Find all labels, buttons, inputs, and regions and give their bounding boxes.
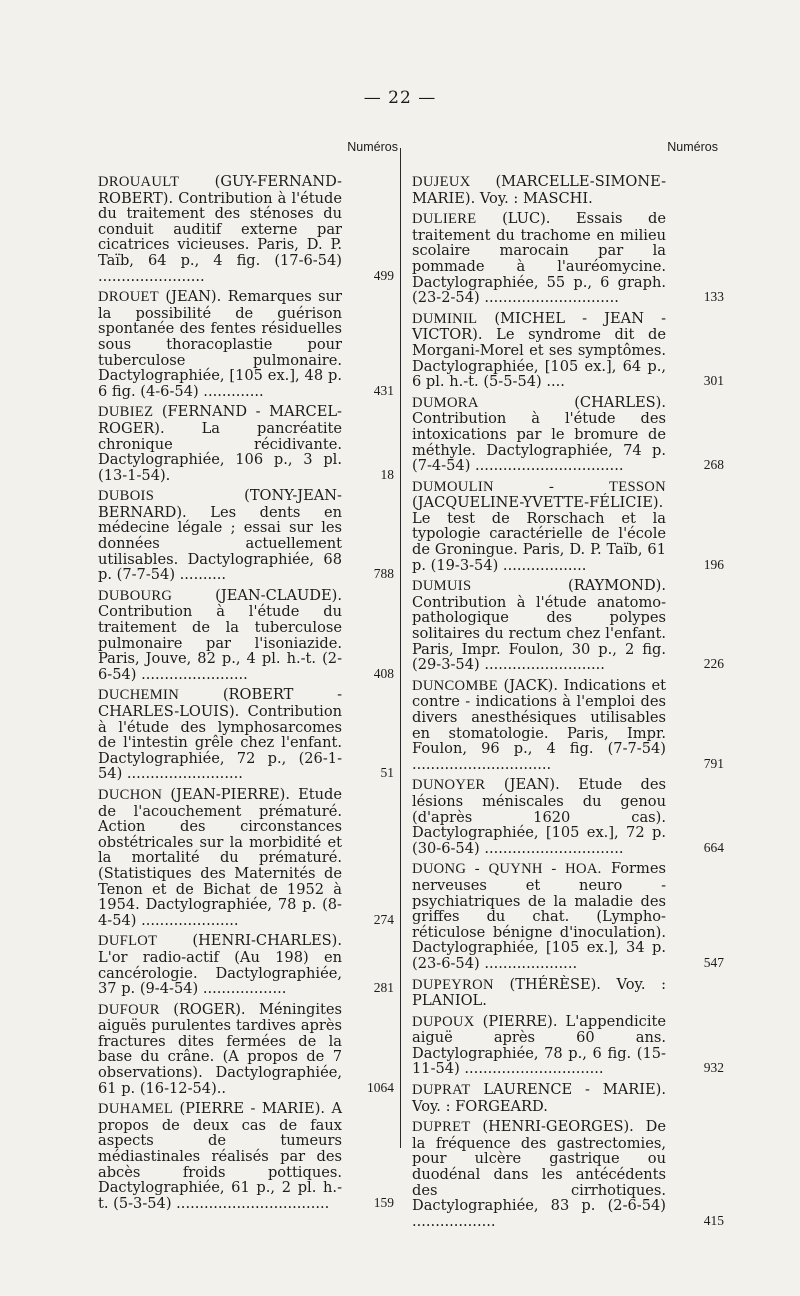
entry-list xyxy=(412,173,724,1230)
entry-number: 196 xyxy=(703,556,724,572)
index-entry xyxy=(412,174,712,206)
index-entry xyxy=(412,393,724,475)
entry-author-name: DUBOIS xyxy=(98,488,155,505)
entry-number: 268 xyxy=(703,457,724,473)
entry-number: 274 xyxy=(373,911,394,927)
index-entry xyxy=(412,478,724,574)
entry-author-name: DUBOURG xyxy=(98,587,173,604)
entry-number: 788 xyxy=(373,566,394,582)
entry-author-name: DROUAULT xyxy=(98,174,180,190)
index-entry xyxy=(412,309,724,391)
index-entry xyxy=(98,488,394,583)
index-entry xyxy=(98,787,394,928)
entry-description: LAURENCE - MARIE). Voy. : FORGEARD. xyxy=(412,1081,666,1115)
index-entry xyxy=(412,776,724,857)
index-entry xyxy=(412,577,724,674)
entry-number: 159 xyxy=(373,1194,394,1210)
entry-number: 408 xyxy=(373,665,394,681)
entry-number: 226 xyxy=(703,656,724,672)
left-column xyxy=(98,140,398,1216)
entry-description: (JACQUELINE-YVETTE-FÉLICIE). Le test de Rorschach et la typologie caractérielle de l'école de Groningue. Paris, D. P. Taïb, 61 p. (19-3-54) .................. xyxy=(412,494,666,574)
index-entry xyxy=(412,676,724,773)
entry-author-name: DUCHEMIN xyxy=(98,687,180,704)
entry-number: 51 xyxy=(380,765,394,781)
entry-description: (JACK). Indications et contre - indications à l'emploi des divers anesthésiques utilisables en stomatologie. Paris, Impr. Foulon, 96 p., 4 fig. (7-7-54) .............................. xyxy=(412,676,666,773)
entry-description: (JEAN). Remarques sur la possibilité de guérison spontanée des fentes résiduelles sous thoracoplastie pour tuberculose pulmonaire. Dactylographiée, [105 ex.], 48 p. 6 fig. (4-6-54) ............. xyxy=(98,288,342,400)
entry-number: 133 xyxy=(703,289,724,305)
entry-author-name: DUONG - QUYNH - HOA. xyxy=(412,861,602,878)
entry-description: (FERNAND - MARCEL-ROGER). La pancréatite chronique récidivante. Dactylographiée, 106 p., 3 pl. (13-1-54). xyxy=(98,403,342,484)
entry-description: (GUY-FERNAND-ROBERT). Contribution à l'étude du traitement des sténoses du conduit auditif externe par cicatrices vicieuses. Paris, D. P. Taïb, 64 p., 4 fig. (17-6-54) ....................... xyxy=(98,173,342,285)
entry-number: 415 xyxy=(703,1212,724,1228)
index-entry xyxy=(412,977,712,1009)
entry-number: 281 xyxy=(373,980,394,996)
entry-description: (ROGER). Méningites aiguës purulentes tardives après fractures dites fermées de la base du crâne. (A propos de 7 observations). Dactylographiée, 61 p. (16-12-54).. xyxy=(98,1000,343,1097)
entry-description: (RAYMOND). Contribution à l'étude anatomo-pathologique des polypes solitaires du rectum chez l'enfant. Paris, Impr. Foulon, 30 p., 2 fig. (29-3-54) .......................... xyxy=(412,577,666,674)
entry-author-name: DULIERE xyxy=(412,211,477,228)
index-entry xyxy=(98,933,394,996)
entry-author-name: DUCHON xyxy=(98,786,163,803)
entry-description: (JEAN-CLAUDE). Contribution à l'étude du traitement de la tuberculose pulmonaire par l'isoniazide. Paris, Jouve, 82 p., 4 pl. h.-t. (2-6-54) ....................... xyxy=(98,586,342,683)
entry-description: (JEAN-PIERRE). Etude de l'acouchement prématuré. Action des circonstances obstétricales sur la morbidité et la mortalité du prématuré. (Statistiques des Maternités de Tenon et de Bichat de 1952 à 1954. Dactylographiée, 78 p. (8-4-54) ..................... xyxy=(98,785,343,929)
column-header: Numéros xyxy=(347,140,398,154)
index-entry xyxy=(412,1082,712,1114)
index-entry xyxy=(98,1002,394,1097)
entry-author-name: DUMOULIN - TESSON xyxy=(412,478,666,495)
entry-list xyxy=(98,174,394,1211)
entry-number: 18 xyxy=(380,466,394,482)
entry-author-name: DUPOUX xyxy=(412,1013,475,1030)
entry-description: (CHARLES). Contribution à l'étude des intoxications par le bromure de méthyle. Dactylographiée, 74 p. (7-4-54) ................................ xyxy=(412,393,666,475)
entry-number: 1064 xyxy=(367,1079,394,1095)
entry-number: 499 xyxy=(373,267,394,283)
entry-description: (ROBERT - CHARLES-LOUIS). Contribution à l'étude des lymphosarcomes de l'intestin grêle chez l'enfant. Dactylographiée, 72 p., (26-1-54) ......................... xyxy=(98,686,342,783)
index-entry xyxy=(412,1012,724,1078)
right-column xyxy=(412,140,724,1234)
entry-author-name: DUMORA xyxy=(412,394,479,411)
entry-description: (PIERRE). L'appendicite aiguë après 60 ans. Dactylographiée, 78 p., 6 fig. (15-11-54) .............................. xyxy=(412,1012,666,1078)
index-entry xyxy=(412,210,724,307)
entry-author-name: DUHAMEL xyxy=(98,1101,174,1118)
column-header: Numéros xyxy=(667,140,718,154)
column-divider xyxy=(400,148,401,1148)
entry-author-name: DUFLOT xyxy=(98,933,158,950)
entry-author-name: DUJEUX xyxy=(412,174,471,190)
entry-author-name: DUNCOMBE xyxy=(412,677,498,694)
entry-number: 431 xyxy=(373,382,394,398)
entry-description: (PIERRE - MARIE). A propos de deux cas de faux aspects de tumeurs médiastinales réalisés par des abcès froids pottiques. Dactylographiée, 61 p., 2 pl. h.-t. (5-3-54) ................................. xyxy=(98,1100,342,1212)
entry-author-name: DUFOUR xyxy=(98,1001,160,1018)
page-number: — 22 — xyxy=(363,88,437,108)
index-entry xyxy=(98,588,394,683)
entry-description: (THÉRÈSE). Voy. : PLANIOL. xyxy=(412,975,667,1010)
index-entry xyxy=(98,404,394,483)
entry-description: Formes nerveuses et neuro - psychiatriques de la maladie des griffes du chat. (Lympho-réticulose bénigne d'inoculation). Dactylographiée, [105 ex.], 34 p. (23-6-54) .................... xyxy=(412,860,666,972)
index-entry xyxy=(412,860,724,972)
entry-author-name: DROUET xyxy=(98,289,159,306)
entry-author-name: DUPEYRON xyxy=(412,976,494,993)
entry-description: (HENRI-GEORGES). De la fréquence des gastrectomies, pour ulcère gastrique ou duodénal dans les antécédents des cirrhotiques. Dactylographiée, 83 p. (2-6-54) .................. xyxy=(412,1118,666,1230)
entry-number: 932 xyxy=(703,1060,724,1076)
entry-description: (HENRI-CHARLES). L'or radio-actif (Au 198) en cancérologie. Dactylographiée, 37 p. (9-4-54) .................. xyxy=(98,932,342,998)
entry-author-name: DUPRET xyxy=(412,1119,471,1136)
entry-number: 547 xyxy=(703,954,724,970)
index-entry xyxy=(98,289,394,399)
entry-description: (LUC). Essais de traitement du trachome en milieu scolaire marocain par la pommade à l'auréomycine. Dactylographiée, 55 p., 6 graph. (23-2-54) ............................. xyxy=(412,210,666,307)
entry-description: (TONY-JEAN-BERNARD). Les dents en médecine légale ; essai sur les données actuellement utilisables. Dactylographiée, 68 p. (7-7-54) .......... xyxy=(98,487,342,584)
entry-description: (MICHEL - JEAN - VICTOR). Le syndrome dit de Morgani-Morel et ses symptômes. Dactylographiée, [105 ex.], 64 p., 6 pl. h.-t. (5-5-54) .... xyxy=(412,309,666,391)
entry-author-name: DUPRAT xyxy=(412,1082,471,1099)
entry-author-name: DUMINIL xyxy=(412,310,478,327)
entry-number: 791 xyxy=(703,755,724,771)
entry-author-name: DUNOYER xyxy=(412,777,486,794)
entry-number: 664 xyxy=(703,839,724,855)
entry-number: 301 xyxy=(703,373,724,389)
index-entry xyxy=(98,1101,394,1211)
index-entry xyxy=(412,1118,724,1230)
entry-author-name: DUMUIS xyxy=(412,578,472,595)
index-entry xyxy=(98,174,394,284)
entry-description: (MARCELLE-SIMONE-MARIE). Voy. : MASCHI. xyxy=(412,173,666,207)
index-entry xyxy=(98,687,394,782)
entry-description: (JEAN). Etude des lésions méniscales du genou (d'après 1620 cas). Dactylographiée, [105 ex.], 72 p. (30-6-54) .............................. xyxy=(412,776,666,857)
entry-author-name: DUBIEZ xyxy=(98,404,154,421)
